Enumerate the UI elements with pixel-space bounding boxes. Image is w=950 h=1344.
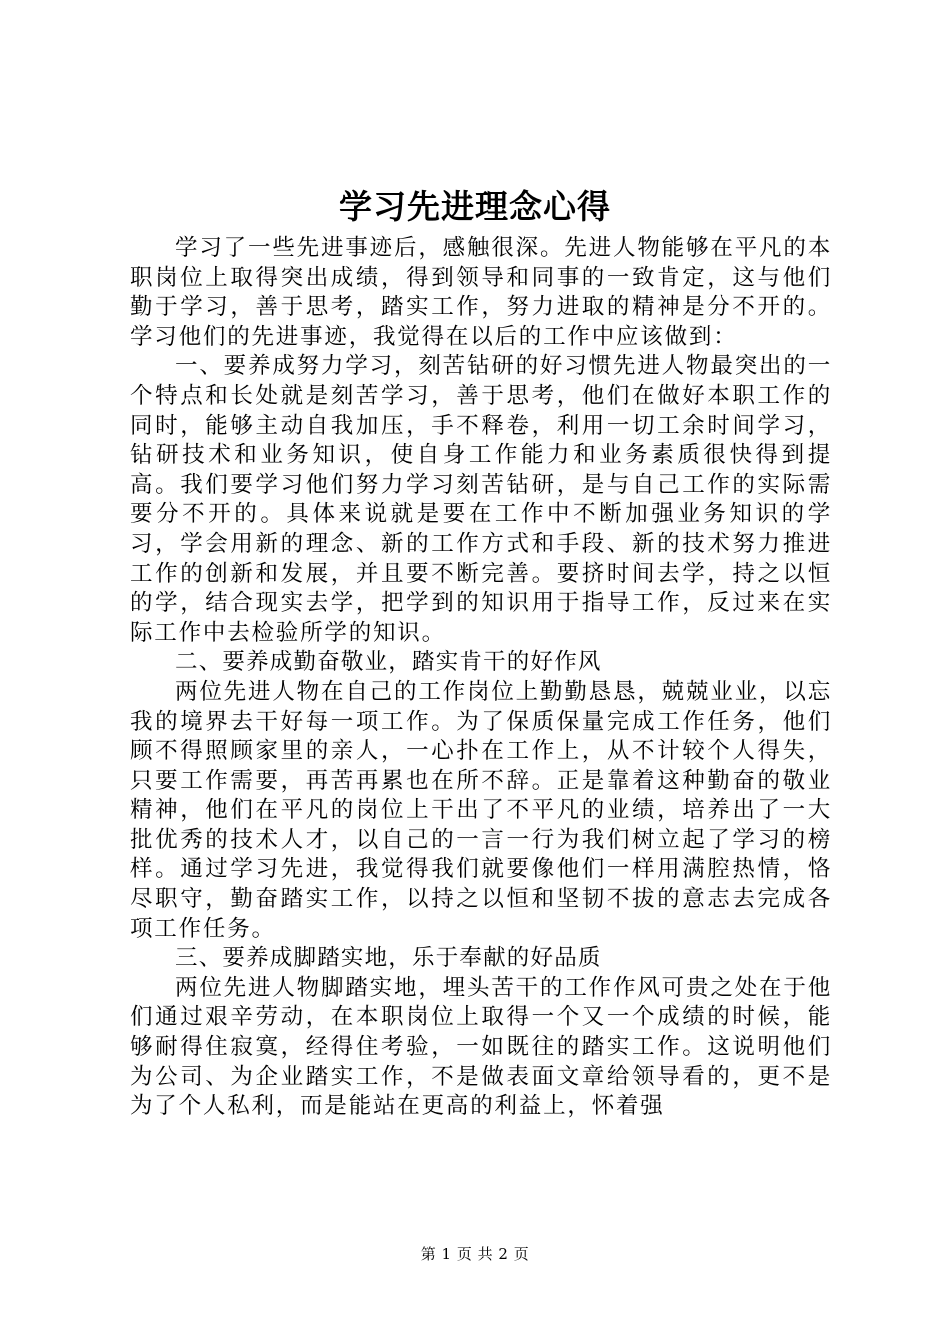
document-title: 学习先进理念心得 xyxy=(339,187,611,226)
page-footer: 第 1 页 共 2 页 xyxy=(420,1245,530,1263)
paragraph-section-3: 两位先进人物脚踏实地，埋头苦干的工作作风可贵之处在于他们通过艰辛劳动，在本职岗位上取得一个又一个成绩的时候，能够耐得住寂寞，经得住考验，一如既往的踏实工作。这说明他们为公司、为企业踏实工作，不是做表面文章给领导看的，更不是为了个人私利，而是能站在更高的利益上，怀着强 xyxy=(130,974,832,1120)
section-heading-2: 二、要养成勤奋敬业，踏实肯干的好作风 xyxy=(175,649,602,676)
section-heading-3: 三、要养成脚踏实地，乐于奉献的好品质 xyxy=(175,945,602,972)
paragraph-section-1: 一、要养成努力学习，刻苦钻研的好习惯先进人物最突出的一个特点和长处就是刻苦学习，善于思考，他们在做好本职工作的同时，能够主动自我加压，手不释卷，利用一切工余时间学习，钻研技术和业务知识，使自身工作能力和业务素质很快得到提高。我们要学习他们努力学习刻苦钻研，是与自己工作的实际需要分不开的。具体来说就是要在工作中不断加强业务知识的学习，学会用新的理念、新的工作方式和手段、新的技术努力推进工作的创新和发展，并且要不断完善。要挤时间去学，持之以恒的学，结合现实去学，把学到的知识用于指导工作，反过来在实际工作中去检验所学的知识。 xyxy=(130,353,832,646)
document-body xyxy=(130,234,832,1122)
paragraph-intro: 学习了一些先进事迹后，感触很深。先进人物能够在平凡的本职岗位上取得突出成绩，得到领导和同事的一致肯定，这与他们勤于学习，善于思考，踏实工作，努力进取的精神是分不开的。学习他们的先进事迹，我觉得在以后的工作中应该做到： xyxy=(130,235,832,350)
paragraph-section-2: 两位先进人物在自己的工作岗位上勤勤恳恳，兢兢业业，以忘我的境界去干好每一项工作。为了保质保量完成工作任务，他们顾不得照顾家里的亲人，一心扑在工作上，从不计较个人得失，只要工作需要，再苦再累也在所不辞。正是靠着这种勤奋的敬业精神，他们在平凡的岗位上干出了不平凡的业绩，培养出了一大批优秀的技术人才，以自己的一言一行为我们树立起了学习的榜样。通过学习先进，我觉得我们就要像他们一样用满腔热情，恪尽职守，勤奋踏实工作，以持之以恒和坚韧不拔的意志去完成各项工作任务。 xyxy=(130,678,832,942)
